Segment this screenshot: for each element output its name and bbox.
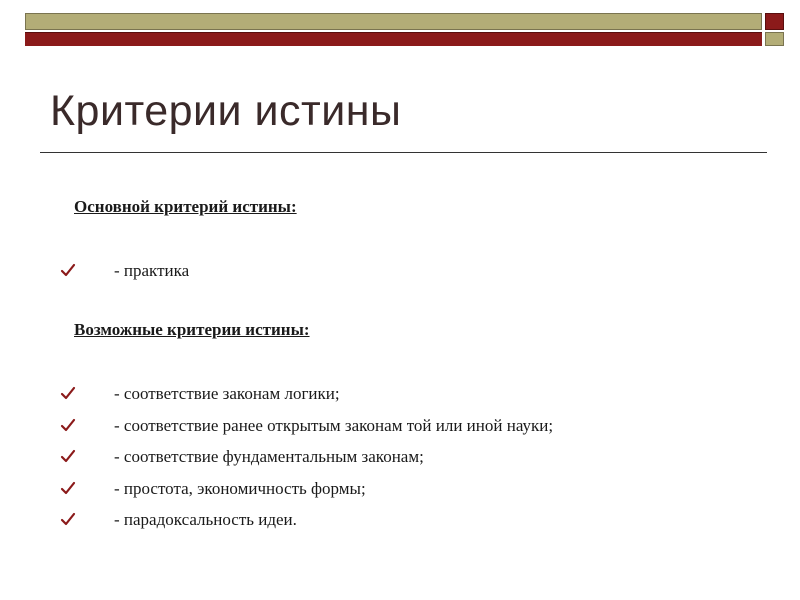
checkmark-icon [60, 448, 76, 464]
list-item [60, 414, 553, 436]
list-item-text: - соответствие ранее открытым законам той или иной науки; [114, 415, 554, 435]
list-item [60, 382, 340, 404]
list-item [60, 445, 424, 467]
list-item [60, 259, 189, 281]
possible-criteria-heading: Возможные критерии истины: [74, 320, 310, 339]
list-item [60, 477, 366, 499]
checkmark-icon [60, 417, 76, 433]
header-bar-olive [25, 13, 762, 30]
list-item-text: - парадоксальность идеи. [114, 509, 297, 529]
checkmark-icon [60, 480, 76, 496]
list-item-text: - практика [114, 260, 190, 280]
list-item-text: - соответствие фундаментальным законам; [114, 446, 424, 466]
header-square-maroon [765, 13, 784, 30]
list-item [60, 508, 297, 530]
slide-title: Критерии истины [50, 87, 402, 135]
header-bar-maroon [25, 32, 762, 46]
main-criterion-heading: Основной критерий истины: [74, 197, 297, 216]
checkmark-icon [60, 385, 76, 401]
checkmark-icon [60, 262, 76, 278]
checkmark-icon [60, 511, 76, 527]
list-item-text: - соответствие законам логики; [114, 383, 340, 403]
header-square-olive [765, 32, 784, 46]
title-divider [40, 152, 767, 153]
list-item-text: - простота, экономичность формы; [114, 478, 366, 498]
